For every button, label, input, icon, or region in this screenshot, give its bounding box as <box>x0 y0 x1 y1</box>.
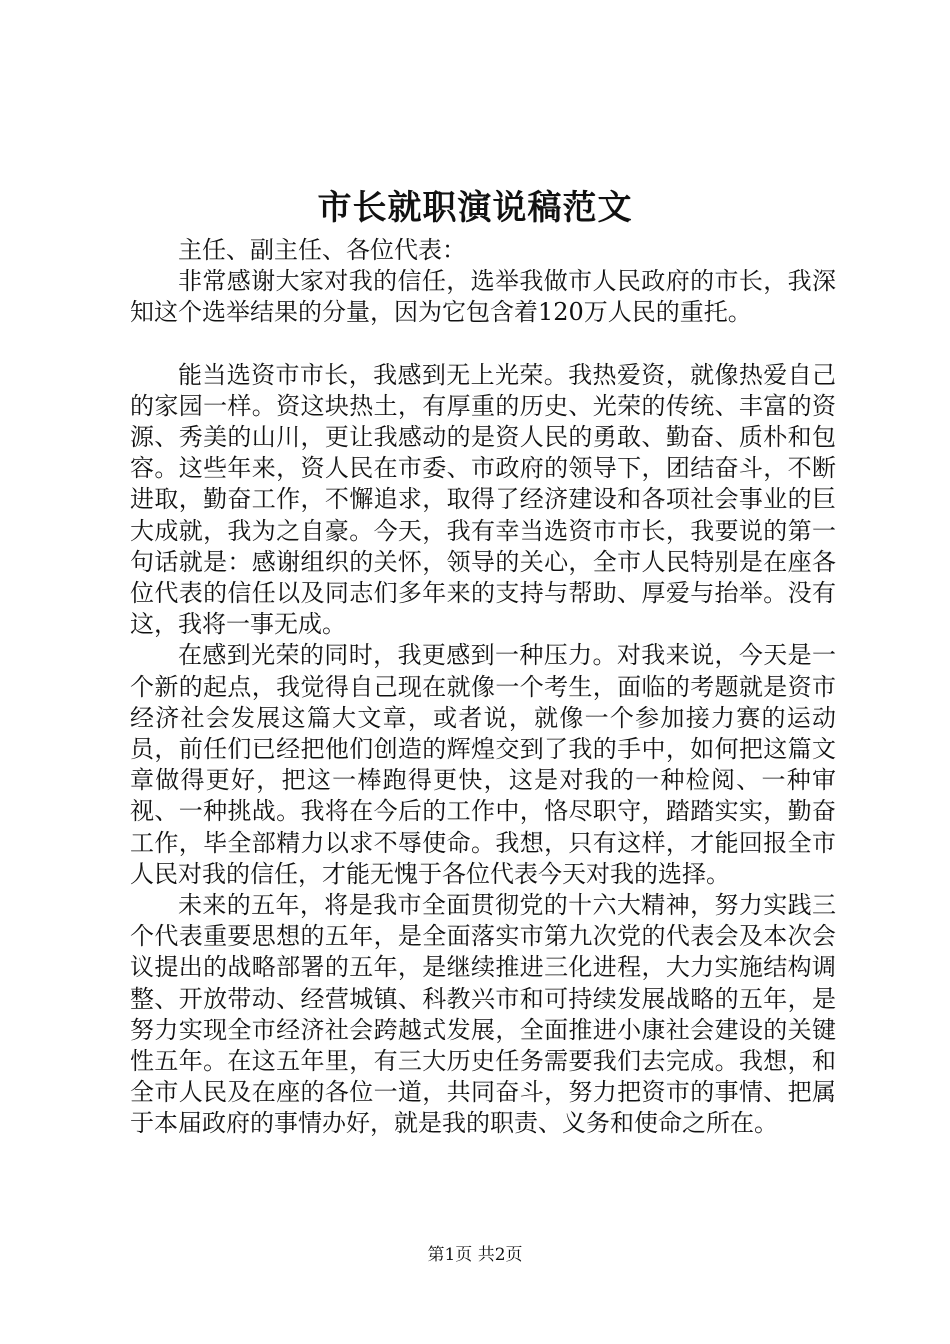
page-footer: 第1页 共2页 <box>427 1245 523 1265</box>
salutation: 主任、副主任、各位代表： <box>178 236 466 264</box>
paragraph-2: 能当选资市市长，我感到无上光荣。我热爱资，就像热爱自己的家园一样。资这块热土，有厚重的历史、光荣的传统、丰富的资源、秀美的山川，更让我感动的是资人民的勇敢、勤奋、质朴和包容。这些年来，资人民在市委、市政府的领导下，团结奋斗，不断进取，勤奋工作，不懈追求，取得了经济建设和各项社会事业的巨大成就，我为之自豪。今天，我有幸当选资市市长，我要说的第一句话就是：感谢组织的关怀，领导的关心，全市人民特别是在座各位代表的信任以及同志们多年来的支持与帮助、厚爱与抬举。没有这，我将一事无成。 <box>130 360 836 639</box>
document-title: 市长就职演说稿范文 <box>317 188 633 228</box>
paragraph-3: 在感到光荣的同时，我更感到一种压力。对我来说，今天是一个新的起点，我觉得自己现在就像一个考生，面临的考题就是资市经济社会发展这篇大文章，或者说，就像一个参加接力赛的运动员，前任们已经把他们创造的辉煌交到了我的手中，如何把这篇文章做得更好，把这一棒跑得更快，这是对我的一种检阅、一种审视、一种挑战。我将在今后的工作中，恪尽职守，踏踏实实，勤奋工作，毕全部精力以求不辱使命。我想，只有这样，才能回报全市人民对我的信任，才能无愧于各位代表今天对我的选择。 <box>130 641 836 888</box>
paragraph-4: 未来的五年，将是我市全面贯彻党的十六大精神，努力实践三个代表重要思想的五年，是全面落实市第九次党的代表会及本次会议提出的战略部署的五年，是继续推进三化进程，大力实施结构调整、开放带动、经营城镇、科教兴市和可持续发展战略的五年，是努力实现全市经济社会跨越式发展，全面推进小康社会建设的关键性五年。在这五年里，有三大历史任务需要我们去完成。我想，和全市人民及在座的各位一道，共同奋斗，努力把资市的事情、把属于本届政府的事情办好，就是我的职责、义务和使命之所在。 <box>130 891 836 1138</box>
paragraph-1: 非常感谢大家对我的信任，选举我做市人民政府的市长，我深知这个选举结果的分量，因为它包含着120万人民的重托。 <box>130 267 836 327</box>
document-body <box>130 235 836 1140</box>
